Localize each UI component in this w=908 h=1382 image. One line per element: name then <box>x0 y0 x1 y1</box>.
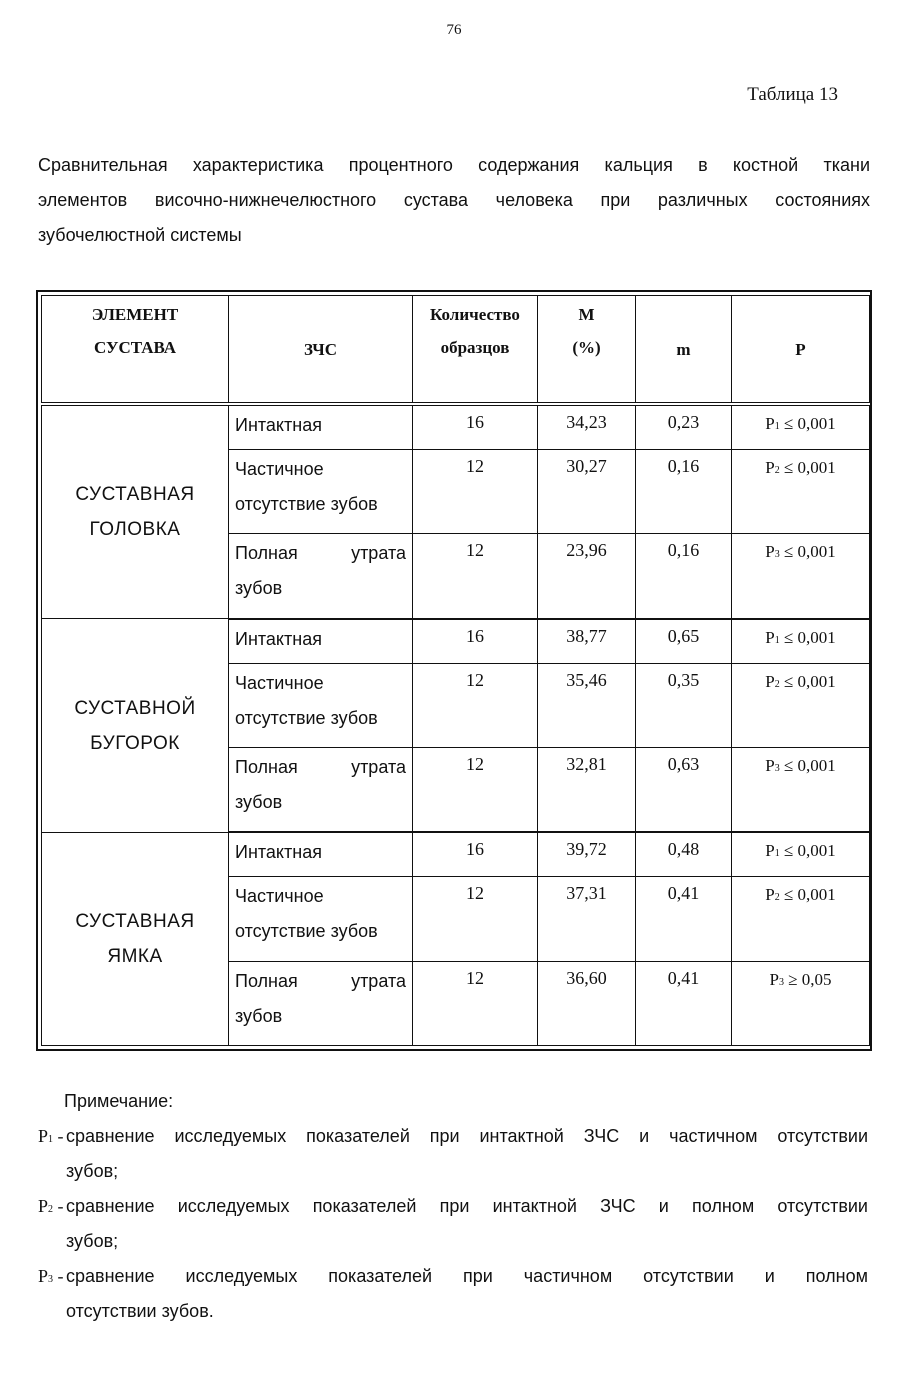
header-count <box>413 296 538 405</box>
status-cell <box>229 832 413 876</box>
p-value: ≤ 0,001 <box>779 841 836 861</box>
status-text: Частичное <box>235 672 324 693</box>
p-value: ≤ 0,001 <box>779 458 836 478</box>
status-text: Полная утрата <box>235 757 406 778</box>
count-cell: 16 <box>413 832 538 876</box>
header-count-line: образцов <box>440 338 510 357</box>
p-subscript: 1 <box>774 421 780 432</box>
note-marker <box>38 1189 64 1227</box>
header-row <box>42 296 870 405</box>
count-cell: 12 <box>413 534 538 619</box>
p-value: ≤ 0,001 <box>779 627 836 647</box>
count-cell: 12 <box>413 877 538 961</box>
count-cell: 16 <box>413 619 538 663</box>
error-cell: 0,41 <box>636 961 732 1045</box>
notes-title: Примечание: <box>64 1091 174 1111</box>
p-cell <box>732 961 870 1045</box>
p-cell <box>732 663 870 747</box>
p-letter: P <box>765 885 775 905</box>
error-cell: 0,41 <box>636 877 732 961</box>
p-subscript: 1 <box>774 634 780 646</box>
status-text: Полная утрата <box>235 970 406 991</box>
note-subscript: 1 <box>48 1134 54 1145</box>
header-p: P <box>732 296 870 405</box>
status-cell <box>229 748 413 833</box>
status-cell <box>229 619 413 663</box>
p-letter: P <box>769 969 779 989</box>
data-table-frame <box>36 290 872 1051</box>
note-item <box>38 1119 868 1189</box>
data-table <box>41 295 870 1046</box>
p-letter: P <box>765 414 775 433</box>
note-text: сравнение исследуемых показателей при интактной ЗЧС и частичном отсутствии <box>66 1126 868 1146</box>
note-text: отсутствии зубов. <box>66 1301 214 1321</box>
table-row <box>42 619 870 663</box>
status-text: Полная утрата <box>235 543 406 564</box>
header-status: ЗЧС <box>229 296 413 405</box>
error-cell: 0,16 <box>636 450 732 534</box>
p-cell <box>732 877 870 961</box>
error-cell: 0,65 <box>636 619 732 663</box>
status-text: зубов <box>235 578 283 599</box>
status-cell <box>229 877 413 961</box>
p-value: ≤ 0,001 <box>779 756 836 776</box>
note-item <box>38 1259 868 1329</box>
status-text: Интактная <box>235 628 322 649</box>
p-cell <box>732 534 870 619</box>
mean-cell: 39,72 <box>538 832 636 876</box>
status-text: Частичное <box>235 459 324 480</box>
status-text: отсутствие зубов <box>235 921 378 942</box>
header-mean-line: М <box>578 305 595 324</box>
element-cell <box>42 619 229 833</box>
mean-cell: 37,31 <box>538 877 636 961</box>
p-letter: P <box>765 756 775 776</box>
page-number: 76 <box>446 22 462 38</box>
count-cell: 12 <box>413 961 538 1045</box>
p-value: ≥ 0,05 <box>783 969 832 989</box>
status-cell <box>229 534 413 619</box>
status-text: зубов <box>235 792 283 813</box>
mean-cell: 23,96 <box>538 534 636 619</box>
error-cell: 0,16 <box>636 534 732 619</box>
mean-cell: 34,23 <box>538 404 636 450</box>
error-cell: 0,48 <box>636 832 732 876</box>
note-text: сравнение исследуемых показателей при интактной ЗЧС и полном отсутствии <box>66 1196 868 1216</box>
p-letter: P <box>765 542 775 562</box>
header-mean-line: (%) <box>572 338 601 357</box>
table-row <box>42 832 870 876</box>
table-row <box>42 404 870 450</box>
status-text: Интактная <box>235 415 322 435</box>
element-cell <box>42 832 229 1045</box>
note-dash: - <box>53 1126 64 1146</box>
status-text: Интактная <box>235 842 322 863</box>
p-letter: P <box>765 627 775 647</box>
mean-cell: 36,60 <box>538 961 636 1045</box>
status-text: отсутствие зубов <box>235 707 378 728</box>
element-name: ГОЛОВКА <box>89 519 181 541</box>
note-item <box>38 1189 868 1259</box>
p-cell <box>732 404 870 450</box>
status-text: отсутствие зубов <box>235 494 378 515</box>
element-cell <box>42 404 229 619</box>
caption-line: Сравнительная характеристика процентного содержания кальция в костной ткани <box>38 155 870 175</box>
table-caption <box>38 148 870 253</box>
count-cell: 12 <box>413 748 538 833</box>
header-element-line: СУСТАВА <box>93 338 177 357</box>
status-cell <box>229 663 413 747</box>
p-subscript: 2 <box>774 892 780 904</box>
count-cell: 12 <box>413 663 538 747</box>
p-letter: P <box>765 841 775 861</box>
status-cell <box>229 961 413 1045</box>
p-subscript: 3 <box>778 976 784 988</box>
status-cell <box>229 404 413 450</box>
p-value: ≤ 0,001 <box>779 414 836 433</box>
note-letter: P <box>38 1196 49 1216</box>
p-subscript: 1 <box>774 848 780 860</box>
header-mean <box>538 296 636 405</box>
error-cell: 0,63 <box>636 748 732 833</box>
caption-line: элементов височно-нижнечелюстного сустава человека при различных состояниях <box>38 190 870 210</box>
status-text: Частичное <box>235 886 324 907</box>
p-letter: P <box>765 671 775 691</box>
header-count-line: Количество <box>430 305 520 324</box>
header-element-line: ЭЛЕМЕНТ <box>91 305 179 324</box>
p-cell <box>732 619 870 663</box>
element-name: СУСТАВНОЙ <box>74 697 196 719</box>
element-name: СУСТАВНАЯ <box>75 484 195 506</box>
notes-section <box>38 1084 868 1329</box>
mean-cell: 35,46 <box>538 663 636 747</box>
p-subscript: 2 <box>774 678 780 690</box>
p-value: ≤ 0,001 <box>779 885 836 905</box>
table-label: Таблица 13 <box>747 84 838 105</box>
note-text: зубов; <box>66 1231 119 1251</box>
status-text: зубов <box>235 1005 283 1026</box>
p-subscript: 2 <box>774 465 780 477</box>
mean-cell: 30,27 <box>538 450 636 534</box>
p-subscript: 3 <box>774 549 780 561</box>
note-text: сравнение исследуемых показателей при частичном отсутствии и полном <box>66 1266 868 1286</box>
element-name: ЯМКА <box>107 945 163 967</box>
note-subscript: 3 <box>48 1274 54 1285</box>
mean-cell: 32,81 <box>538 748 636 833</box>
p-cell <box>732 450 870 534</box>
status-cell <box>229 450 413 534</box>
note-letter: P <box>38 1126 49 1146</box>
note-letter: P <box>38 1266 49 1286</box>
p-value: ≤ 0,001 <box>779 542 836 562</box>
note-dash: - <box>53 1266 64 1286</box>
note-subscript: 2 <box>48 1204 54 1215</box>
p-cell <box>732 832 870 876</box>
p-cell <box>732 748 870 833</box>
p-value: ≤ 0,001 <box>779 671 836 691</box>
header-error: m <box>636 296 732 405</box>
count-cell: 12 <box>413 450 538 534</box>
note-dash: - <box>53 1196 64 1216</box>
p-letter: P <box>765 458 775 478</box>
element-name: СУСТАВНАЯ <box>75 910 195 932</box>
note-marker <box>38 1119 64 1157</box>
p-subscript: 3 <box>774 763 780 775</box>
count-cell: 16 <box>413 404 538 450</box>
note-text: зубов; <box>66 1161 119 1181</box>
header-element <box>42 296 229 405</box>
note-marker <box>38 1259 64 1297</box>
mean-cell: 38,77 <box>538 619 636 663</box>
caption-line: зубочелюстной системы <box>38 225 242 245</box>
error-cell: 0,35 <box>636 663 732 747</box>
element-name: БУГОРОК <box>90 732 180 754</box>
error-cell: 0,23 <box>636 404 732 450</box>
